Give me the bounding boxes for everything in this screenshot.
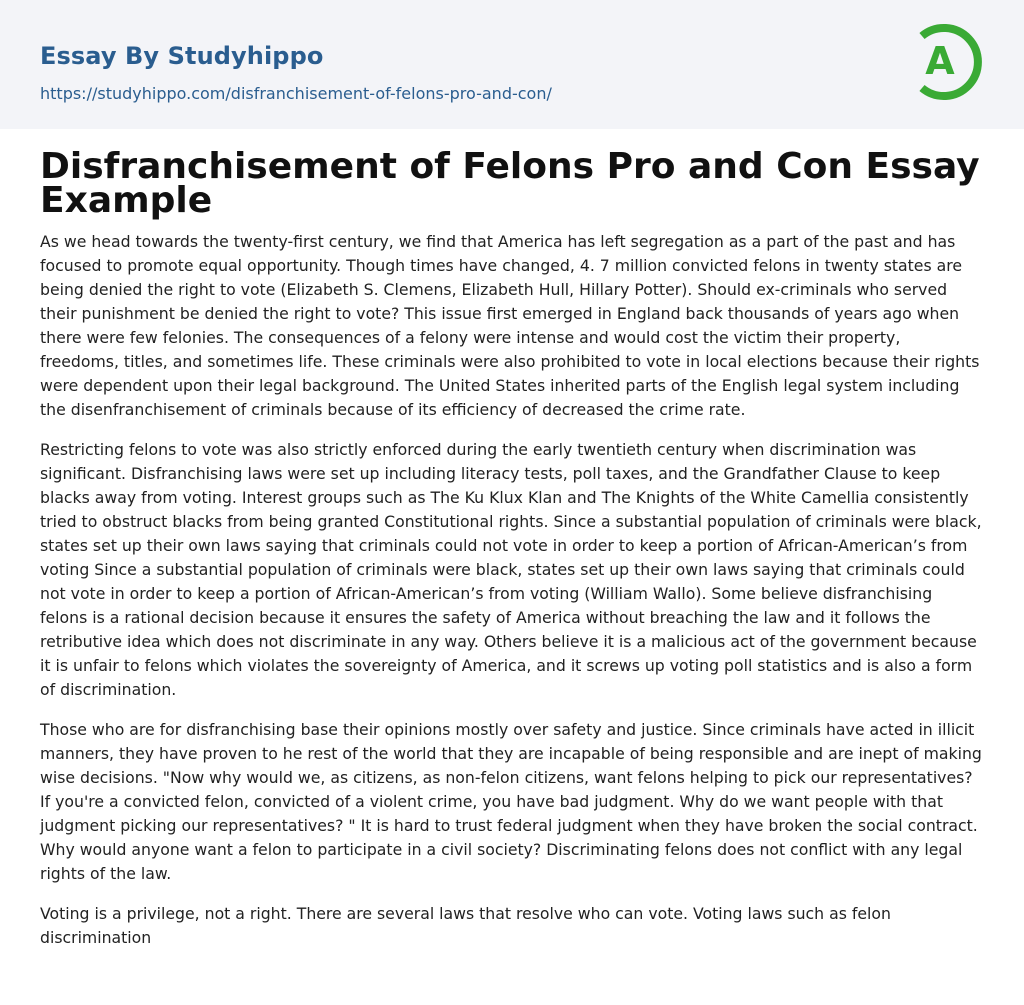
essay-paragraph-3: Those who are for disfranchising base their opinions mostly over safety and justice. Since criminals have acted in illicit manners, they have proven to he rest of the world that they are incapable of being responsible and are inept of making wise decisions. "Now why would we, as citizens, as non-felon citizens, want felons helping to pick our representatives? If you're a convicted felon, convicted of a violent crime, you have bad judgment. Why do we want people with that judgment picking our representatives? " It is hard to trust federal judgment when they have broken the social contract. Why would anyone want a felon to participate in a civil society? Discriminating felons does not conflict with any legal rights of the law.: [40, 720, 982, 883]
essay-paragraph-1: As we head towards the twenty-first century, we find that America has left segregation as a part of the past and has focused to promote equal opportunity. Though times have changed, 4. 7 million convicted felons in twenty states are being denied the right to vote (Elizabeth S. Clemens, Elizabeth Hull, Hillary Potter). Should ex-criminals who served their punishment be denied the right to vote? This issue first emerged in England back thousands of years ago when there were few felonies. The consequences of a felony were intense and would cost the victim their property, freedoms, titles, and sometimes life. These criminals were also prohibited to vote in local elections because their rights were dependent upon their legal background. The United States inherited parts of the English legal system including the disenfranchisement of criminals because of its efficiency of decreased the crime rate.: [40, 232, 980, 419]
essay-body: [40, 230, 984, 950]
page-title: Disfranchisement of Felons Pro and Con Essay Example: [40, 146, 980, 221]
essay-url-link[interactable]: https://studyhippo.com/disfranchisement-of-felons-pro-and-con/: [40, 84, 552, 103]
site-brand[interactable]: Essay By Studyhippo: [40, 42, 324, 70]
essay-paragraph-2: Restricting felons to vote was also strictly enforced during the early twentieth century when discrimination was significant. Disfranchising laws were set up including literacy tests, poll taxes, and the Grandfather Clause to keep blacks away from voting. Interest groups such as The Ku Klux Klan and The Knights of the White Camellia consistently tried to obstruct blacks from being granted Constitutional rights. Since a substantial population of criminals were black, states set up their own laws saying that criminals could not vote in order to keep a portion of African-American’s from voting Since a substantial population of criminals were black, states set up their own laws saying that criminals could not vote in order to keep a portion of African-American’s from voting (William Wallo). Some believe disfranchising felons is a rational decision because it ensures the safety of America without breaching the law and it follows the retributive idea which does not discriminate in any way. Others believe it is a malicious act of the government because it is unfair to felons which violates the sovereignty of America, and it screws up voting poll statistics and is also a form of discrimination.: [40, 440, 982, 699]
logo-letter: A: [925, 39, 955, 83]
essay-paragraph-4: Voting is a privilege, not a right. There are several laws that resolve who can vote. Voting laws such as felon discrimination: [40, 904, 891, 947]
